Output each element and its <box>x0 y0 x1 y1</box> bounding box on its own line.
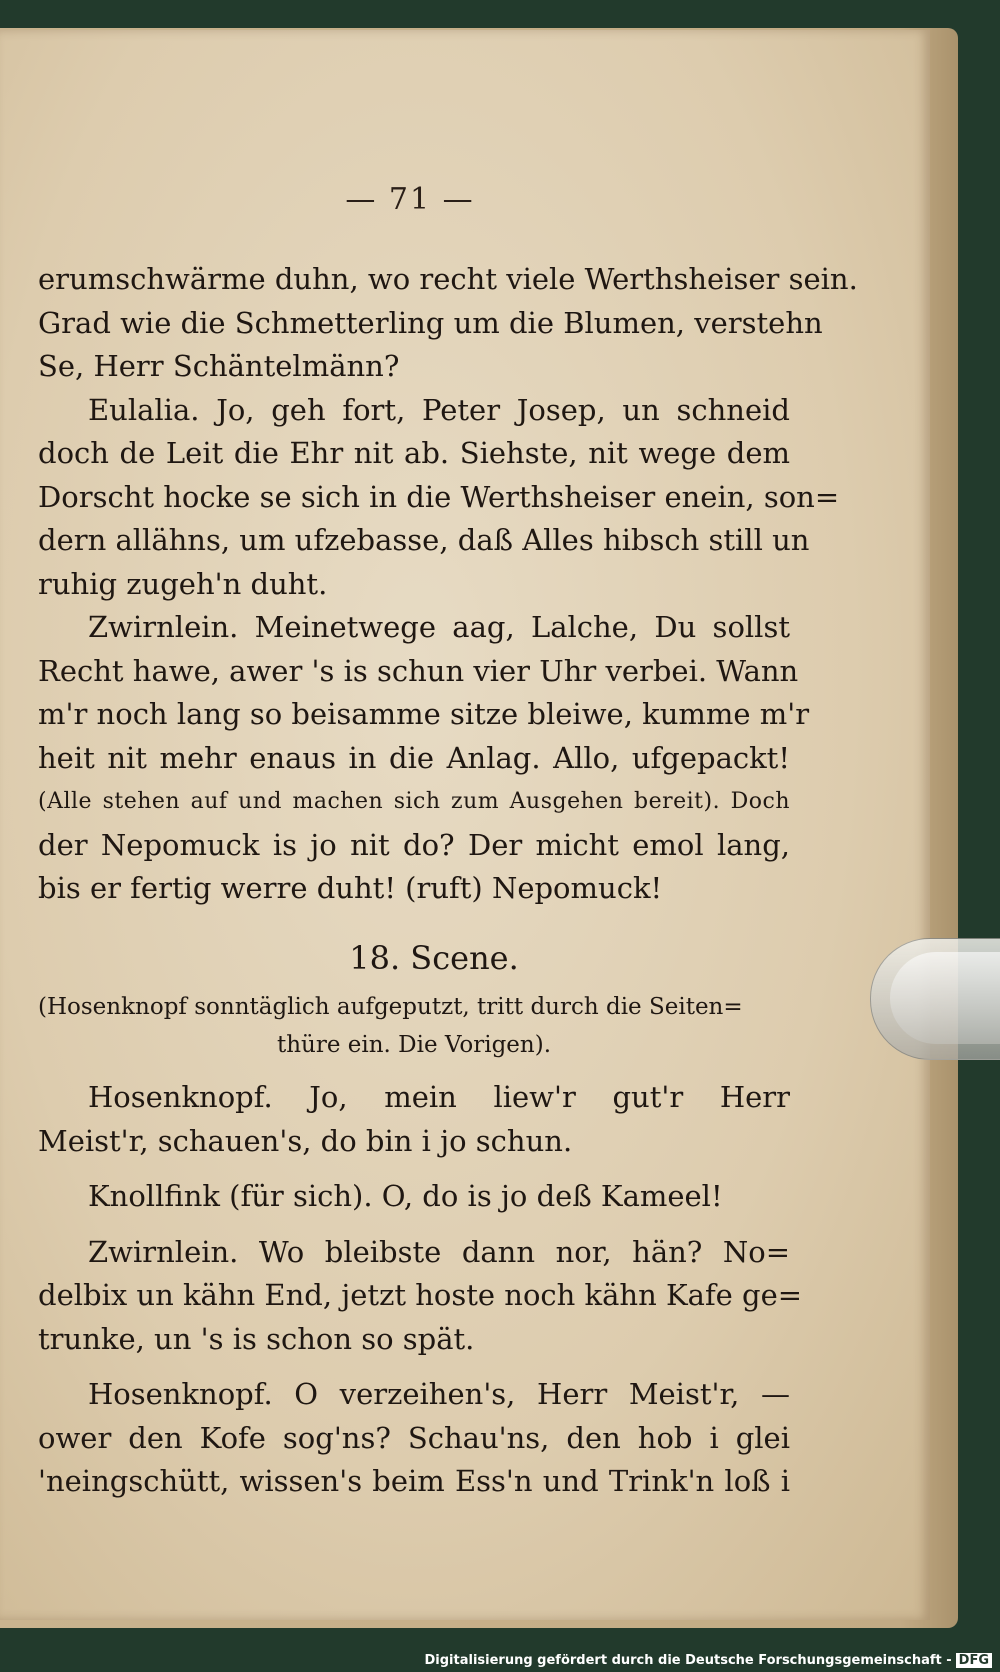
text-line: Eulalia. Jo, geh fort, Peter Josep, un schneid <box>88 392 790 427</box>
text-line: Grad wie die Schmetterling um die Blumen, verstehn <box>38 305 823 340</box>
text-line: m'r noch lang so beisamme sitze bleiwe, kumme m'r <box>38 697 810 731</box>
text-line: 'neingschütt, wissen's beim Ess'n und Trink'n loß i <box>38 1464 790 1498</box>
text-line: Meist'r, schauen's, do bin i jo schun. <box>38 1123 573 1158</box>
text-line: Hosenknopf. O verzeihen's, Herr Meist'r, — <box>88 1377 790 1411</box>
text-line: ruhig zugeh'n duht. <box>38 566 328 601</box>
dfg-logo: DFG <box>956 1653 992 1668</box>
text-line: erumschwärme duhn, wo recht viele Werthsheiser sein. <box>38 262 858 296</box>
text-line: heit nit mehr enaus in die Anlag. Allo, ufgepackt! <box>38 740 790 775</box>
text-line: Zwirnlein. Wo bleibste dann nor, hän? No= <box>88 1234 790 1269</box>
text-line: Hosenknopf. Jo, mein liew'r gut'r Herr <box>88 1080 790 1114</box>
text-line: doch de Leit die Ehr nit ab. Siehste, nit wege dem <box>38 436 790 470</box>
text-line: Dorscht hocke se sich in die Werthsheiser enein, son= <box>38 479 840 514</box>
body-text <box>38 258 858 1504</box>
text-line: (Alle stehen auf und machen sich zum Ausgehen bereit). Doch <box>38 789 790 814</box>
text-line: Zwirnlein. Meinetwege aag, Lalche, Du sollst <box>88 610 790 644</box>
text-line: ower den Kofe sog'ns? Schau'ns, den hob i glei <box>38 1420 790 1455</box>
scene-heading: 18. Scene. <box>349 938 519 977</box>
page-clip-highlight <box>890 952 1000 1044</box>
text-line: Se, Herr Schäntelmänn? <box>38 349 400 383</box>
text-line: delbix un kähn End, jetzt hoste noch kähn Kafe ge= <box>38 1278 803 1312</box>
stage-direction: (Hosenknopf sonntäglich aufgeputzt, tritt durch die Seiten= <box>38 994 743 1020</box>
text-line: Knollfink (für sich). O, do is jo deß Kameel! <box>88 1179 723 1213</box>
text-line: Recht hawe, awer 's is schun vier Uhr verbei. Wann <box>38 653 799 688</box>
credit-text: Digitalisierung gefördert durch die Deutsche Forschungsgemeinschaft - <box>424 1653 952 1668</box>
book-page <box>0 30 930 1620</box>
text-line: der Nepomuck is jo nit do? Der micht emol lang, <box>38 827 790 862</box>
text-line: trunke, un 's is schon so spät. <box>38 1321 475 1356</box>
digitization-credit <box>425 1653 993 1668</box>
text-line: bis er fertig werre duht! (ruft) Nepomuck! <box>38 871 663 905</box>
stage-direction: thüre ein. Die Vorigen). <box>276 1032 552 1058</box>
text-line: dern allähns, um ufzebasse, daß Alles hibsch still un <box>38 523 810 557</box>
page-number: — 71 — <box>345 182 475 217</box>
